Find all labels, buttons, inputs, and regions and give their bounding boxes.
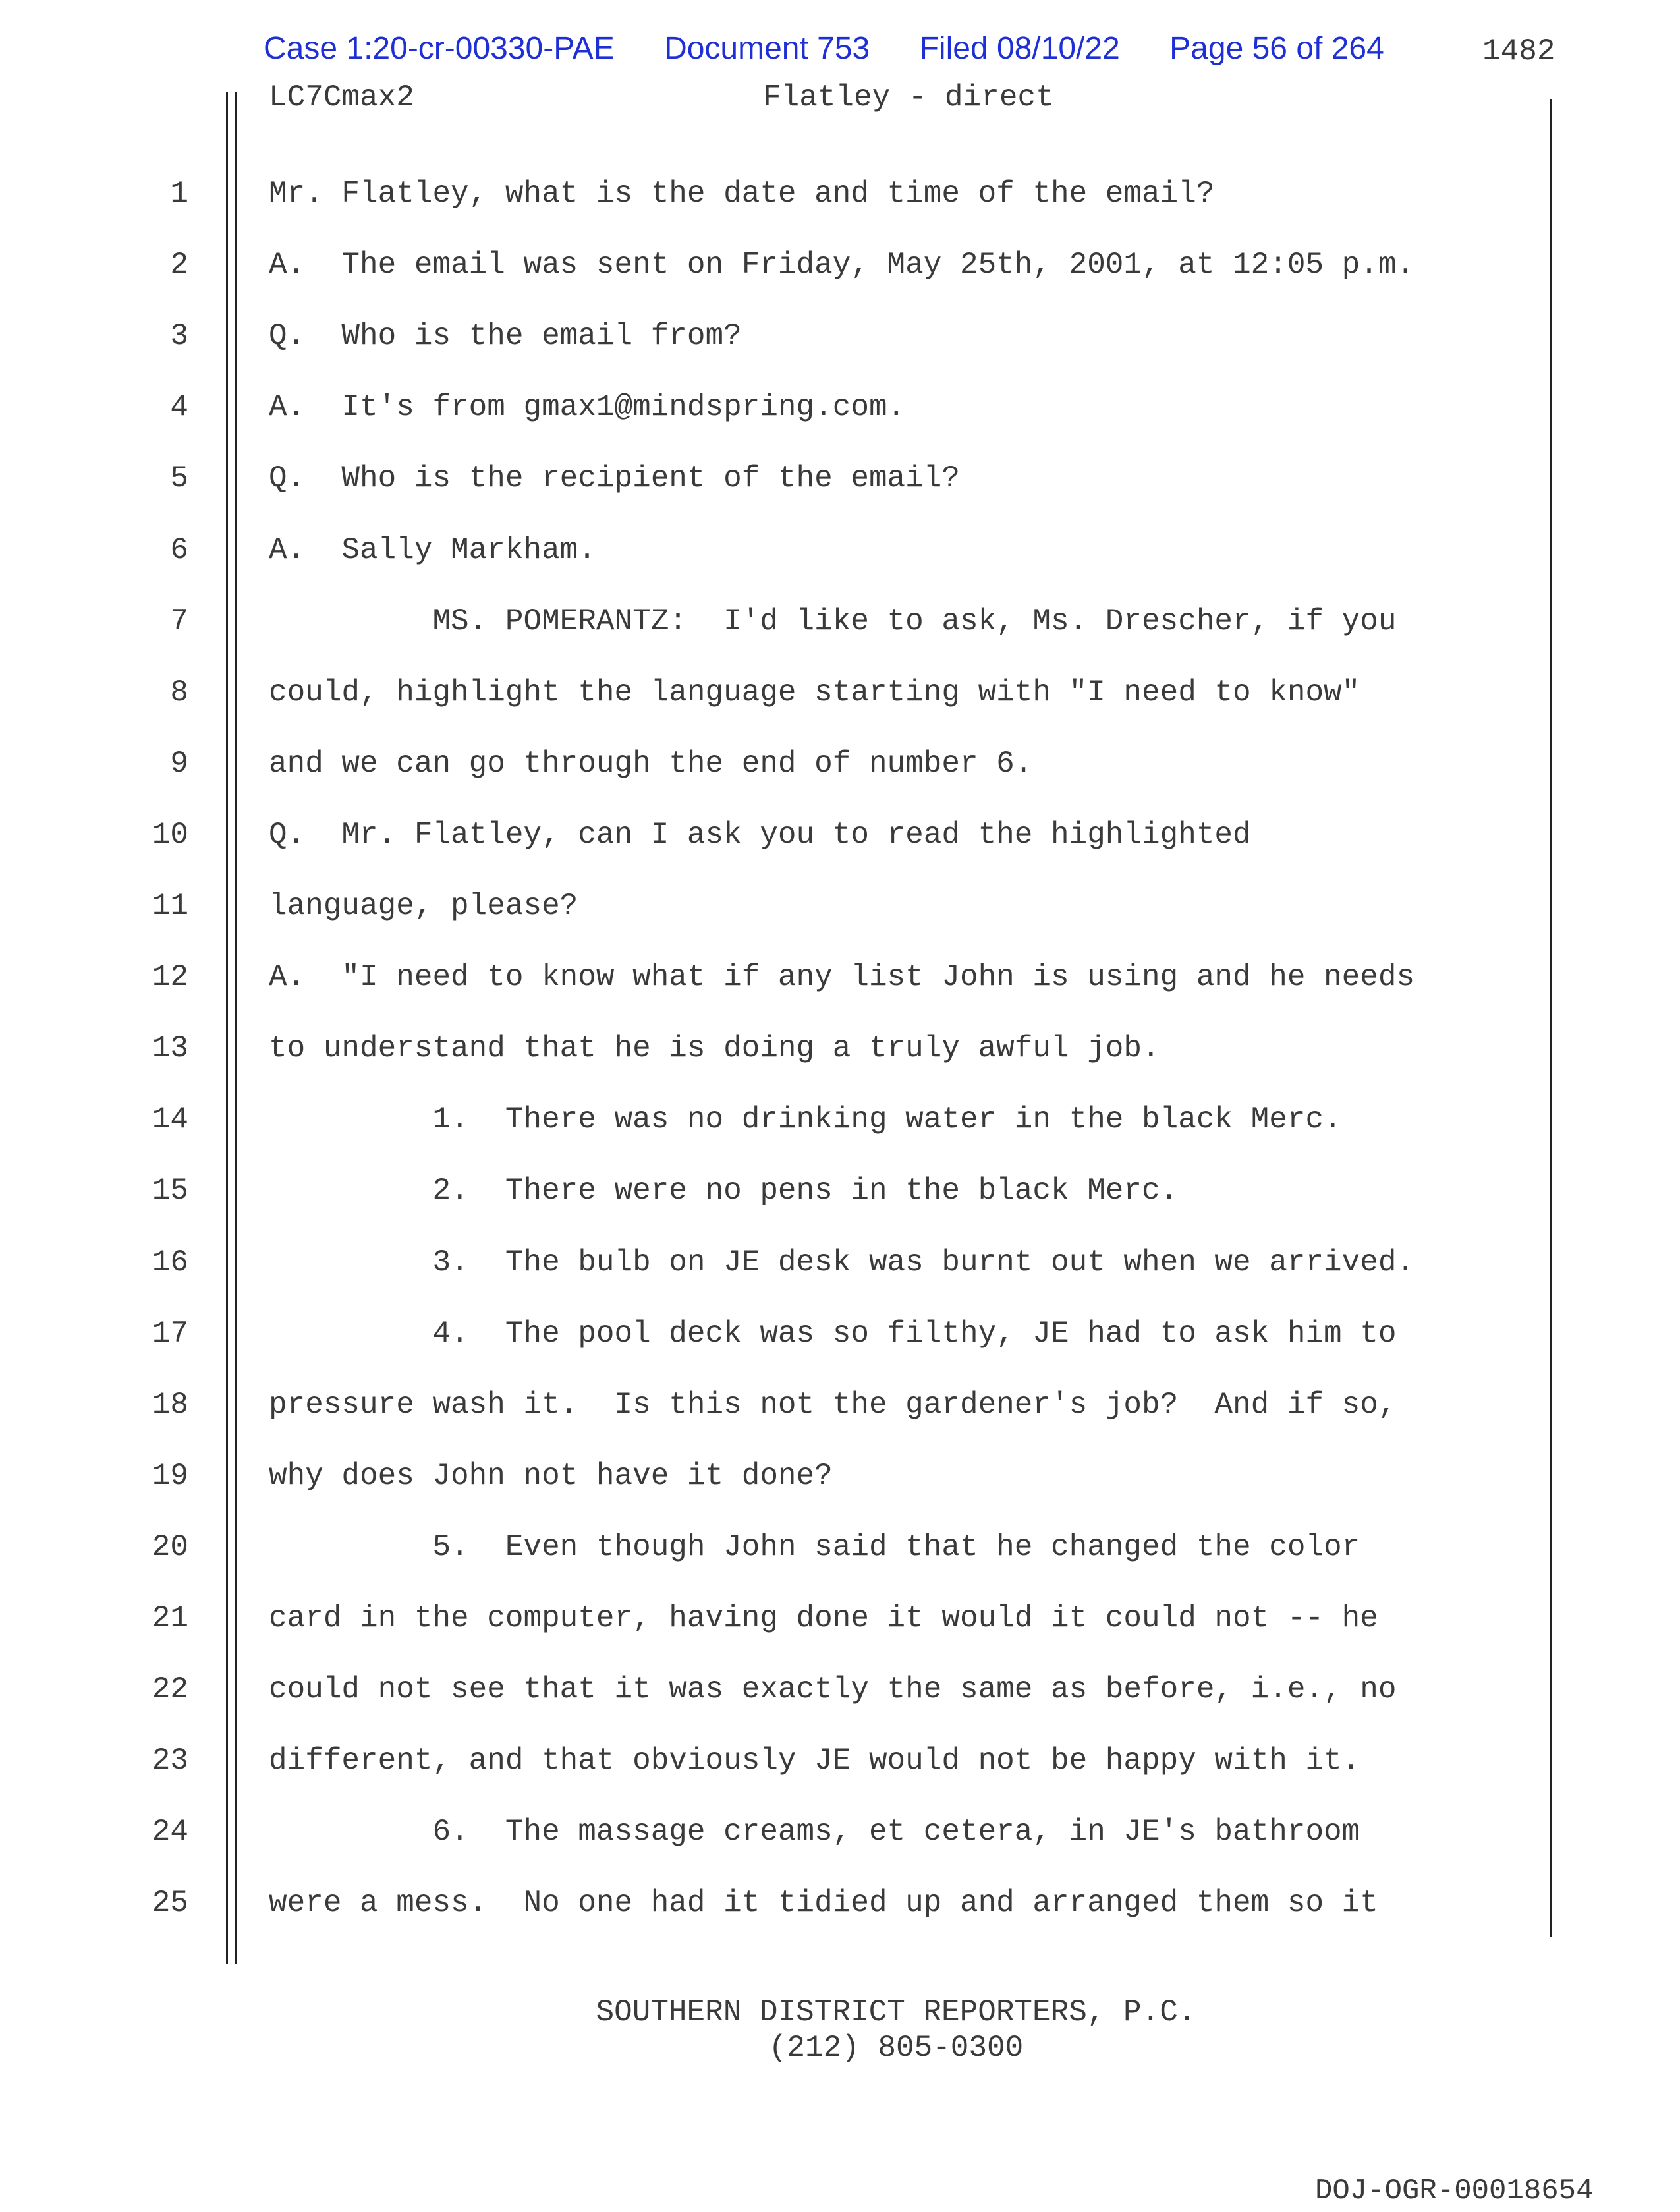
transcript-line: A. It's from gmax1@mindspring.com.	[269, 390, 906, 424]
transcript-line: 6. The massage creams, et cetera, in JE's bathroom	[269, 1815, 1360, 1849]
line-number: 19	[152, 1459, 188, 1493]
transcript-line: pressure wash it. Is this not the gardener's job? And if so,	[269, 1388, 1397, 1422]
line-number: 7	[170, 604, 188, 638]
transcript-line: card in the computer, having done it would it could not -- he	[269, 1601, 1378, 1635]
transcript-line: 1. There was no drinking water in the black Merc.	[269, 1102, 1342, 1137]
transcript-page-number: 1482	[1482, 34, 1555, 69]
bates-number: DOJ-OGR-00018654	[1315, 2174, 1594, 2207]
transcript-line: could not see that it was exactly the same as before, i.e., no	[269, 1672, 1397, 1707]
left-margin-rule-inner	[235, 92, 237, 1964]
transcript-line: 4. The pool deck was so filthy, JE had to ask him to	[269, 1317, 1397, 1351]
line-number: 16	[152, 1245, 188, 1280]
document-number: Document 753	[664, 31, 870, 66]
line-number: 10	[152, 818, 188, 852]
transcript-line: language, please?	[269, 889, 578, 923]
transcript-line: were a mess. No one had it tidied up and arranged them so it	[269, 1886, 1378, 1920]
line-number: 9	[170, 747, 188, 781]
line-number: 12	[152, 960, 188, 994]
transcript-line: different, and that obviously JE would not be happy with it.	[269, 1744, 1360, 1778]
line-number: 23	[152, 1744, 188, 1778]
filed-date: Filed 08/10/22	[919, 31, 1120, 66]
line-number: 24	[152, 1815, 188, 1849]
line-number: 18	[152, 1388, 188, 1422]
transcript-line: A. "I need to know what if any list John is using and he needs	[269, 960, 1415, 994]
line-number: 14	[152, 1102, 188, 1137]
case-identifier: LC7Cmax2	[269, 80, 414, 115]
line-number: 1	[170, 177, 188, 211]
line-number: 3	[170, 319, 188, 353]
reporter-phone: (212) 805-0300	[768, 2031, 1024, 2065]
transcript-line: why does John not have it done?	[269, 1459, 833, 1493]
transcript-line: could, highlight the language starting with "I need to know"	[269, 675, 1360, 710]
line-number: 22	[152, 1672, 188, 1707]
left-margin-rule-outer	[226, 92, 228, 1964]
line-number: 8	[170, 675, 188, 710]
line-number: 20	[152, 1530, 188, 1564]
line-number: 17	[152, 1317, 188, 1351]
transcript-line: A. The email was sent on Friday, May 25th, 2001, at 12:05 p.m.	[269, 248, 1415, 282]
line-number: 13	[152, 1031, 188, 1065]
transcript-line: and we can go through the end of number 6.	[269, 747, 1033, 781]
transcript-line: Q. Who is the email from?	[269, 319, 742, 353]
transcript-line: MS. POMERANTZ: I'd like to ask, Ms. Drescher, if you	[269, 604, 1397, 638]
reporter-name: SOUTHERN DISTRICT REPORTERS, P.C.	[596, 1995, 1196, 2029]
filing-stamp	[264, 30, 1425, 67]
transcript-line: Q. Who is the recipient of the email?	[269, 461, 960, 496]
transcript-line: A. Sally Markham.	[269, 533, 596, 567]
right-margin-rule	[1550, 99, 1552, 1937]
line-number: 11	[152, 889, 188, 923]
line-number: 15	[152, 1174, 188, 1208]
transcript-line: Mr. Flatley, what is the date and time of the email?	[269, 177, 1215, 211]
witness-heading: Flatley - direct	[763, 80, 1054, 115]
line-number: 2	[170, 248, 188, 282]
line-number: 4	[170, 390, 188, 424]
transcript-line: to understand that he is doing a truly awful job.	[269, 1031, 1160, 1065]
line-number: 25	[152, 1886, 188, 1920]
transcript-line: 2. There were no pens in the black Merc.	[269, 1174, 1179, 1208]
page-count: Page 56 of 264	[1169, 31, 1384, 66]
transcript-line: Q. Mr. Flatley, can I ask you to read the highlighted	[269, 818, 1251, 852]
line-number: 21	[152, 1601, 188, 1635]
line-number: 5	[170, 461, 188, 496]
transcript-line: 5. Even though John said that he changed the color	[269, 1530, 1360, 1564]
case-number: Case 1:20-cr-00330-PAE	[264, 31, 615, 66]
transcript-line: 3. The bulb on JE desk was burnt out when we arrived.	[269, 1245, 1415, 1280]
line-number: 6	[170, 533, 188, 567]
